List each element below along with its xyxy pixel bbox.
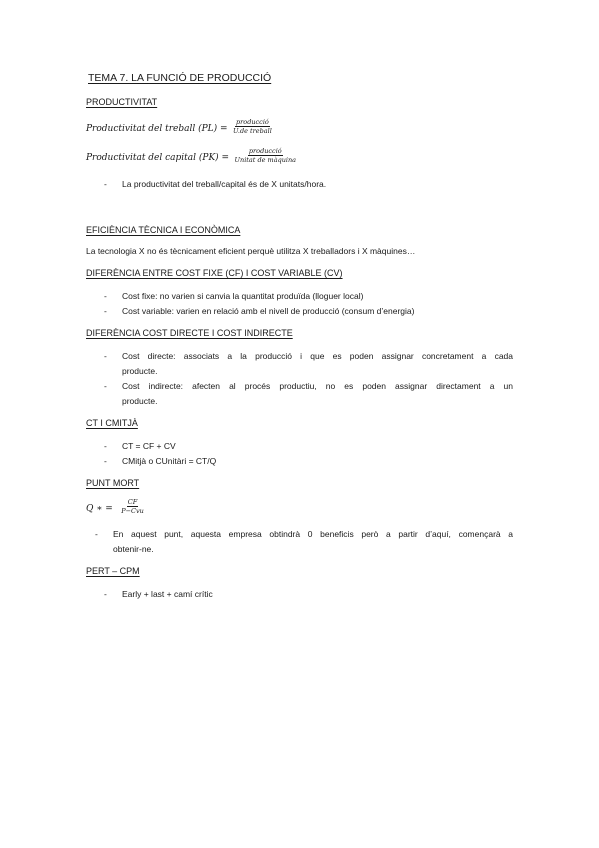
heading-punt-mort: PUNT MORT — [86, 478, 140, 488]
bullet-dash: - — [104, 351, 107, 361]
bullet-dash: - — [104, 291, 107, 301]
formula-productivitat-treball — [86, 118, 273, 136]
bullet-dash: - — [104, 441, 107, 451]
bullet-text-continuation: producte. — [122, 396, 158, 406]
bullet-text: Cost directe: associats a la producció i que es poden assignar concretament a cada — [122, 351, 513, 361]
bullet-dash: - — [104, 179, 107, 189]
formula-lhs: Q ∗ = — [86, 504, 113, 514]
heading-eficiencia: EFICIÈNCIA TÈCNICA I ECONÒMICA — [86, 225, 241, 235]
bullet-dash: - — [104, 456, 107, 466]
formula-fraction — [234, 147, 298, 164]
bullet-dash: - — [104, 306, 107, 316]
fraction-numerator: CF — [127, 498, 138, 507]
bullet-text: Cost indirecte: afecten al procés productiu, no es poden assignar directament a un — [122, 381, 513, 391]
heading-pert-cpm: PERT – CPM — [86, 566, 140, 576]
bullet-text: CMitjà o CUnitàri = CT/Q — [122, 456, 217, 466]
formula-fraction — [120, 498, 145, 515]
bullet-dash: - — [104, 381, 107, 391]
formula-punt-mort — [86, 498, 145, 516]
formula-lhs: Productivitat del capital (PK) = — [86, 153, 230, 163]
heading-productivitat: PRODUCTIVITAT — [86, 97, 158, 107]
formula-fraction — [232, 118, 273, 135]
bullet-dash: - — [104, 589, 107, 599]
formula-productivitat-capital — [86, 147, 297, 165]
bullet-text-continuation: obtenir-ne. — [113, 544, 154, 554]
page-title: TEMA 7. LA FUNCIÓ DE PRODUCCIÓ — [88, 72, 272, 84]
bullet-text: La productivitat del treball/capital és de X unitats/hora. — [122, 179, 327, 189]
bullet-text: Cost variable: varien en relació amb el nivell de producció (consum d’energia) — [122, 306, 415, 316]
heading-ct-cmitja: CT I CMITJÀ — [86, 418, 138, 428]
heading-cost-fixe-variable: DIFERÈNCIA ENTRE COST FIXE (CF) I COST VARIABLE (CV) — [86, 268, 343, 278]
fraction-numerator: producció — [236, 118, 269, 127]
fraction-denominator: P−Cvu — [121, 507, 144, 516]
bullet-text: Early + last + camí crític — [122, 589, 213, 599]
fraction-denominator: Unitat de màquina — [234, 156, 297, 165]
bullet-text: En aquest punt, aquesta empresa obtindrà 0 beneficis però a partir d’aquí, començarà a — [113, 529, 513, 539]
heading-cost-directe-indirecte: DIFERÈNCIA COST DIRECTE I COST INDIRECTE — [86, 328, 293, 338]
bullet-text: CT = CF + CV — [122, 441, 176, 451]
paragraph-eficiencia: La tecnologia X no és tècnicament eficient perquè utilitza X treballadors i X màquines… — [86, 246, 416, 256]
bullet-dash: - — [95, 529, 98, 539]
bullet-text: Cost fixe: no varien si canvia la quantitat produïda (lloguer local) — [122, 291, 364, 301]
bullet-text-continuation: producte. — [122, 366, 158, 376]
fraction-numerator: producció — [248, 147, 282, 156]
formula-lhs: Productivitat del treball (PL) = — [86, 124, 228, 134]
fraction-denominator: U.de treball — [233, 127, 272, 136]
